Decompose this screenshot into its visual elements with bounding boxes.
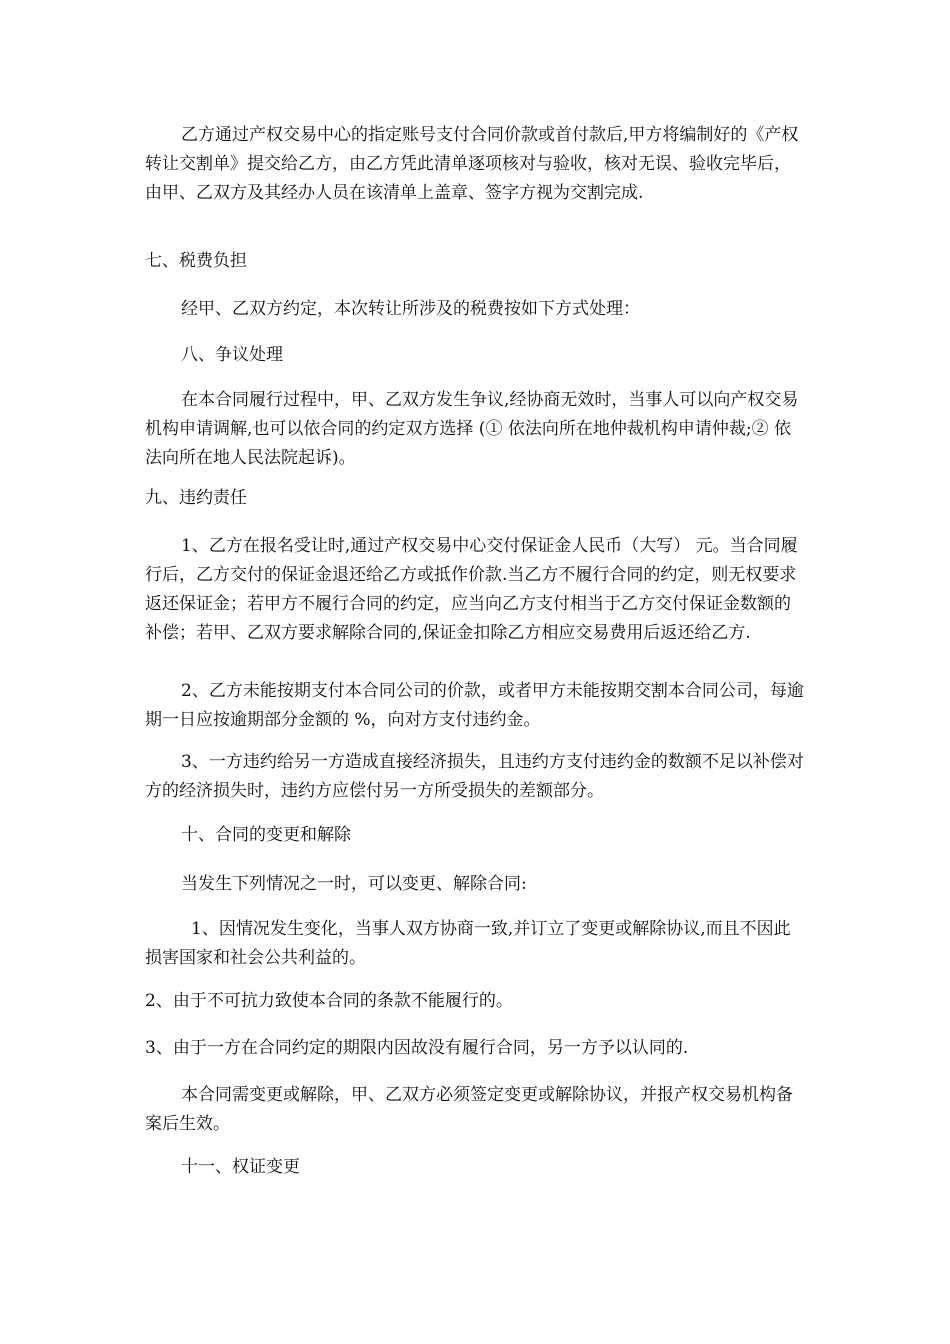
heading-liability: 九、违约责任 <box>145 488 247 508</box>
heading-dispute: 八、争议处理 <box>181 345 283 365</box>
paragraph-dispute: 在本合同履行过程中，甲、乙双方发生争议,经协商无效时，当事人可以向产权交易机构申请调解,也可以依合同的约定双方选择 (① 依法向所在地仲裁机构申请仲裁;② 依法向所在地人民法院起诉)。 <box>145 390 799 468</box>
paragraph-tax: 经甲、乙双方约定，本次转让所涉及的税费按如下方式处理： <box>181 299 640 319</box>
heading-title-change: 十一、权证变更 <box>181 1157 300 1177</box>
paragraph-liability-2: 2、乙方未能按期支付本合同公司的价款，或者甲方未能按期交割本合同公司，每逾期一日应按逾期部分金额的 %，向对方支付违约金。 <box>145 681 804 730</box>
paragraph-liability-3: 3、一方违约给另一方造成直接经济损失，且违约方支付违约金的数额不足以补偿对方的经济损失时，违约方应偿付另一方所受损失的差额部分。 <box>145 752 804 801</box>
paragraph-change-agreement: 本合同需变更或解除，甲、乙双方必须签定变更或解除协议，并报产权交易机构备案后生效。 <box>145 1085 793 1134</box>
paragraph-change-intro: 当发生下列情况之一时，可以变更、解除合同: <box>181 874 527 894</box>
paragraph-change-3: 3、由于一方在合同约定的期限内因故没有履行合同，另一方予以认同的. <box>145 1038 689 1058</box>
heading-tax: 七、税费负担 <box>145 251 247 271</box>
paragraph-change-2: 2、由于不可抗力致使本合同的条款不能履行的。 <box>145 991 513 1011</box>
paragraph-change-1: 1、因情况发生变化，当事人双方协商一致,并订立了变更或解除协议,而且不因此损害国家和社会公共利益的。 <box>145 919 791 968</box>
paragraph-liability-1: 1、乙方在报名受让时,通过产权交易中心交付保证金人民币（大写） 元。当合同履行后，乙方交付的保证金退还给乙方或抵作价款.当乙方不履行合同的约定，则无权要求返还保证金；若甲方不履行合同的约定，应当向乙方支付相当于乙方交付保证金数额的补偿；若甲、乙双方要求解除合同的,保证金扣除乙方相应交易费用后返还给乙方. <box>145 536 798 643</box>
heading-change: 十、合同的变更和解除 <box>181 825 351 845</box>
paragraph-delivery: 乙方通过产权交易中心的指定账号支付合同价款或首付款后,甲方将编制好的《产权转让交割单》提交给乙方，由乙方凭此清单逐项核对与验收，核对无误、验收完毕后，由甲、乙双方及其经办人员在该清单上盖章、签字方视为交割完成. <box>145 125 799 203</box>
